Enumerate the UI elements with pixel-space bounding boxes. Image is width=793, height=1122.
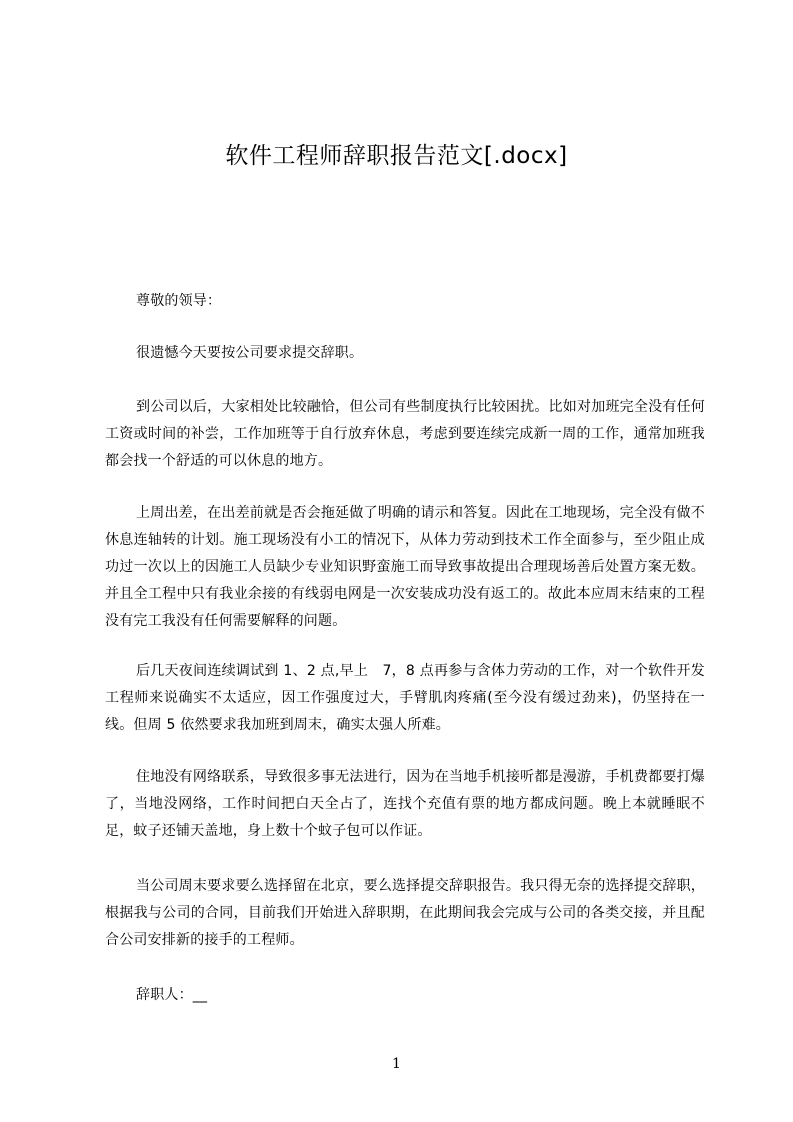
paragraph-1: 很遗憾今天要按公司要求提交辞职。	[136, 345, 364, 361]
document-title: 软件工程师辞职报告范文[.docx]	[225, 143, 568, 169]
paragraph-3: 上周出差，在出差前就是否会拖延做了明确的请示和答复。因此在工地现场，完全没有做不休息连轴转的计划。施工现场没有小工的情况下，从体力劳动到技术工作全面参与，至少阻止成功过一次以上的因施工人员缺少专业知识野蛮施工而导致事故提出合理现场善后处置方案无数。并且全工程中只有我业余接的有线弱电网是一次安装成功没有返工的。故此本应周末结束的工程没有完工我没有任何需要解释的问题。	[105, 505, 705, 629]
signature-line: 辞职人：__	[136, 987, 208, 1003]
paragraph-6: 当公司周末要求要么选择留在北京，要么选择提交辞职报告。我只得无奈的选择提交辞职，根据我与公司的合同，目前我们开始进入辞职期，在此期间我会完成与公司的各类交接，并且配合公司安排新的接手的工程师。	[105, 878, 705, 948]
paragraph-4: 后几天夜间连续调试到 1、2 点,早上 7，8 点再参与含体力劳动的工作，对一个软件开发工程师来说确实不太适应，因工作强度过大，手臂肌肉疼痛(至今没有缓过劲来)，仍坚持在一线。但周 5 依然要求我加班到周末，确实太强人所难。	[105, 663, 705, 733]
paragraph-2: 到公司以后，大家相处比较融恰，但公司有些制度执行比较困扰。比如对加班完全没有任何工资或时间的补尝，工作加班等于自行放弃休息，考虑到要连续完成新一周的工作，通常加班我都会找一个舒适的可以休息的地方。	[105, 399, 705, 469]
salutation: 尊敬的领导：	[136, 293, 222, 309]
page-number: 1	[392, 1056, 401, 1072]
paragraph-5: 住地没有网络联系，导致很多事无法进行，因为在当地手机接听都是漫游，手机费都要打爆了，当地没网络，工作时间把白天全占了，连找个充值有票的地方都成问题。晚上本就睡眠不足，蚊子还铺天盖地，身上数十个蚊子包可以作证。	[105, 769, 705, 839]
